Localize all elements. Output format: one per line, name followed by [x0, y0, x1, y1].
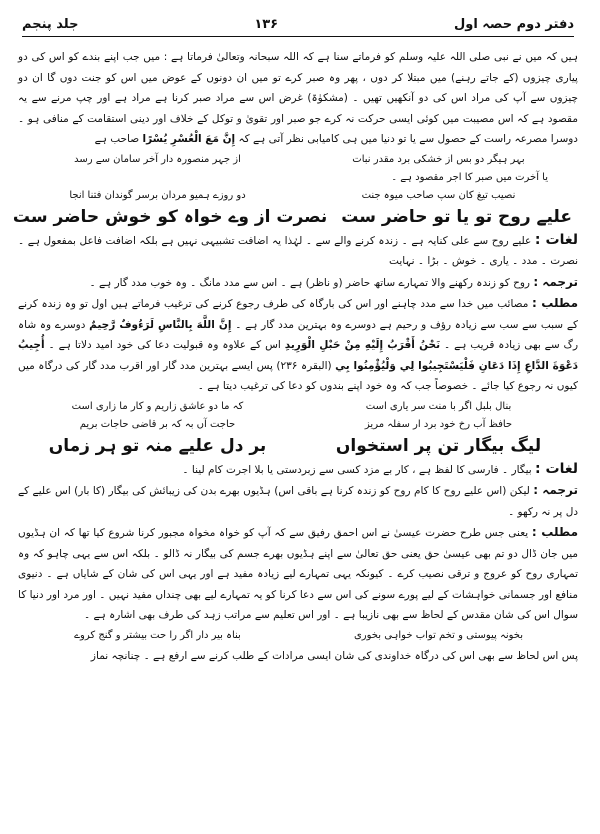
couplet-1-right: بہر ہیگر دو بس از خشکی برد مقدر نبات [352, 153, 525, 165]
matlab-2 [18, 522, 578, 626]
matlab-1-text-4: (البقرہ ۲۳۶) پس ایسے بہترین مدد گار اور اقرب مدد گار کی درگاہ میں کیوں نہ رجوع کیا جائے ۔ خصوصاً جب کہ وہ خود اپنے بندوں کو دعا کی ترغیب دیتا ہے ۔ [18, 359, 578, 392]
tarjama-2-text: لیکن (اس علیے روح کا کام روح کو زندہ کرنا ہے باقی اس) ہڈیوں بھرے بدن کی زیبائش کی بیگار (کا بار) اس علیے کے دل پر نہ رکھو ۔ [18, 485, 578, 518]
matlab-1 [18, 293, 578, 397]
couplet-4-right: بخونہ پیوستی و تخم تواب خواہی بخوری [353, 629, 524, 641]
header-volume: جلد پنجم [22, 17, 79, 32]
matlab-1-text-2: دوسرے وہ شاہ رگ سے بھی زیادہ قریب ہے ۔ [18, 318, 579, 351]
matlab-1-text-3: اس کے علاوہ وہ قبولیت دعا کی خود امید دلاتا ہے ۔ [48, 339, 281, 351]
matlab-1-label: مطلب : [532, 296, 579, 310]
couplet-2-main-right: علیے روح تو یا تو حاضر ست [341, 206, 572, 227]
quran-verse-3: نَحْنُ أَقْرَبُ إِلَيْهِ مِنْ حَبْلِ الْوَرِيدِ [284, 339, 441, 351]
couplet-3-small-right-2: حافظ آب رخ خود برد ار سفلہ مریز [364, 418, 513, 430]
matlab-2-label: مطلب : [531, 525, 578, 539]
couplet-2-small-right: نصیب تیغ کان سپ صاحب میوہ جنت [361, 189, 516, 201]
lughat-1-text: علیے روح سے علی کنایہ ہے ۔ زندہ کرنے والے سے ۔ لہٰذا یہ اضافت تشبیہی نہیں ہے بلکہ اضافت فاعل بمفعول ہے ۔ نصرت ۔ مدد ۔ یاری ۔ خوش ۔ بڑا ۔ نہایت [18, 234, 578, 267]
tarjama-1 [18, 272, 578, 294]
couplet-3-main-right: لیگ بیگار تن پر استخواں [335, 435, 542, 456]
intro-text-1: ہیں کہ میں نے نبی صلی اللہ علیہ وسلم کو فرماتے سنا ہے کہ اللہ سبحانہ وتعالیٰ فرماتا ہے : میں جب اپنے بندے کو اس کی دو پیاری چیزوں (کے جاتے رہنے) میں مبتلا کر دوں ، پھر وہ صبر کرے تو میں ان دونوں کے عوض میں اس کو جنت دوں گا ان دو چیزوں سے آپ کی مراد اس کی دو آنکھیں تھیں ۔ (مشکوٰۃ) [18, 51, 578, 104]
couplet-3-small-b [24, 417, 572, 433]
page-header [22, 6, 574, 37]
couplet-2-small [24, 188, 572, 204]
couplet-2-main-left: نصرت از وے خواہ کو خوش حاضر ست [12, 206, 328, 227]
lughat-2-label: لغات : [535, 460, 578, 477]
page-number: ۱۳۶ [254, 17, 279, 32]
matlab-2-text: یعنی جس طرح حضرت عیسیٰ نے اس احمق رفیق سے کہ آپ کو خواہ مخواہ مجبور کرنا شروع کیا تھا کہ ان ہڈیوں میں جان ڈال دو تم بھی عیسیٰ حق یعنی حق تعالیٰ سے اپنے ہڈیوں بھرے جسم کی بیگار نہ ڈالو ۔ بلکہ اس سے یہی چاہو کہ وہ تمہاری روح کو عروج و ترقی نصیب کرے ۔ کیونکہ یہی تمہارے لیے زیادہ مفید ہے اور یہی اس کی شان کے شایاں ہے ۔ دنیوی منافع اور جسمانی خواہشات کے لیے پورے سونے کی اس سے دعا کرنا کو یہ تمہارے لیے بھی چنداں مفید نہیں ۔ اور مرد اور دنیا کا سوال اس کی شان مقدس کے لحاظ سے بھی نازیبا ہے ۔ اور اس تعلیم سے مراتب زہد کی طرف بھی اشارہ ہے ۔ [18, 527, 578, 621]
closing-paragraph: پس اس لحاظ سے بھی اس کی درگاہ خداوندی کی شان ایسی مرادات کے طلب کرنے سے ارفع ہے ۔ چنانچہ نماز [90, 649, 578, 662]
tarjama-2-label: ترجمہ : [533, 483, 578, 497]
quran-verse-1: إِنَّ مَعَ الْعُسْرِ يُسْرًا [142, 133, 236, 145]
tarjama-2 [18, 480, 578, 522]
couplet-3-small-left: کہ ما دو عاشق زاریم و کار ما زاری است [71, 400, 244, 412]
couplet-3-small-right: بنال بلبل اگر با منت سر یاری است [365, 400, 512, 412]
couplet-1-left: از جہر منصورہ دار آخر سامان سے رسد [74, 153, 241, 165]
couplet-3-main-left: بر دل علیے منہ تو ہر زماں [48, 435, 267, 456]
couplet-2-main [12, 206, 572, 228]
lughat-1 [18, 230, 578, 272]
intro-paragraph [18, 47, 578, 150]
couplet-3-main [24, 435, 572, 457]
intro-text-2: غرض اس سے مراد صبر کرنا ہے مراد ہے اور چپ مرنے سے یہ مقصود ہے کہ اس مصیبت میں کوئی ایسی حرکت نہ کرے جو صبر اور تقویٰ و توکل کے خلاف اور دینی استقامت کے منافی ہو ۔ دوسرا مصرعہ راست کے حصول سے یا تو دنیا میں ہی کامیابی نظر آتی ہے کہ [18, 92, 578, 145]
tarjama-1-label: ترجمہ : [533, 274, 578, 289]
couplet-1 [24, 152, 572, 168]
couplet-4-left: بناہ بیر دار اگر را حت بیشتر و گنج کروے [74, 629, 241, 641]
couplet-3-small-left-2: حاجت آں بہ کہ بر قاضی حاجات بریم [79, 418, 236, 430]
couplet-3-small-a [24, 399, 572, 415]
lughat-1-label: لغات : [534, 231, 578, 248]
couplet-2-small-left: دو روزے ہمیو مردان برسر گوندان فتنا انجا [69, 189, 246, 201]
header-title: دفتر دوم حصہ اول [453, 17, 574, 32]
quran-verse-2: إِنَّ اللَّهَ بِالنَّاسِ لَرَءُوفٌ رَّحِيمٌ [89, 318, 232, 331]
quran-verse-4: أُجِيبُ دَعْوَةَ الدَّاعِ إِذَا دَعَانِ فَلْيَسْتَجِيبُوا لِي وَلْيُؤْمِنُوا بِي [18, 339, 579, 372]
tarjama-1-text: روح کو زندہ رکھنے والا تمہارے ساتھ حاضر (و ناظر) ہے ۔ اس سے مدد مانگ ۔ وہ خوب مدد گار ہے ۔ [89, 276, 530, 289]
lughat-2 [18, 459, 578, 481]
intro-text-end: صاحب ہے [94, 133, 140, 145]
matlab-1-text: مصائب میں خدا سے مدد چاہنے اور اس کی بارگاہ کی طرف رجوع کرنے کی ترغیب فرماتے ہیں اول تو وہ زندہ کرنے کے سبب سے سب سے زیادہ رؤف و رحیم ہے دوسرے وہ بہترین مدد گار ہے ۔ [18, 298, 579, 331]
couplet-4 [24, 628, 572, 644]
lughat-2-text: بیگار ۔ فارسی کا لفظ ہے ، کار بے مزد کسی سے زبردستی یا بلا اجرت کام لینا ۔ [182, 463, 532, 476]
line-after-couplet-1: یا آخرت میں صبر کا اجر مقصود ہے ۔ [391, 171, 548, 183]
